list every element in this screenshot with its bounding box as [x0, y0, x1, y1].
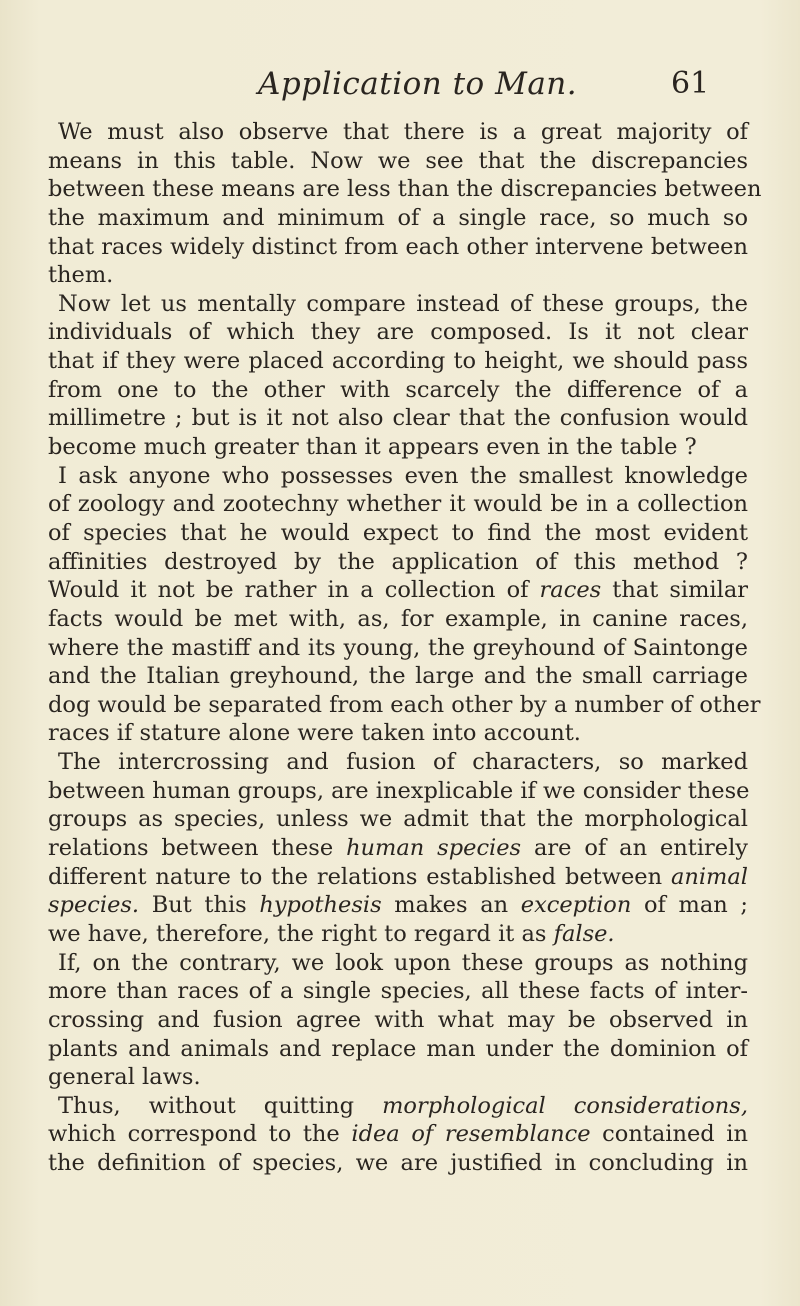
- italic-text: species.: [48, 892, 140, 919]
- text-segment: the maximum and minimum of a single race, so much so: [48, 204, 748, 231]
- italic-text: human species: [346, 835, 522, 862]
- text-segment: more than races of a single species, all these facts of inter-: [48, 978, 748, 1005]
- text-line: [48, 433, 748, 462]
- text-segment: dog would be separated from each other by a number of other: [48, 691, 761, 718]
- text-line: [48, 147, 748, 176]
- text-segment: we have, therefore, the right to regard it as: [48, 920, 554, 947]
- italic-text: races: [539, 577, 602, 604]
- text-segment: that races widely distinct from each other intervene between: [48, 233, 748, 260]
- text-line: [48, 118, 748, 147]
- text-line: [48, 1092, 748, 1121]
- text-segment: contained in: [590, 1121, 748, 1148]
- running-head: [0, 66, 800, 106]
- text-segment: Would it not be rather in a collection of: [48, 577, 540, 604]
- text-line: [48, 1035, 748, 1064]
- text-line: [48, 1006, 748, 1035]
- text-segment: I ask anyone who possesses even the smallest knowledge: [58, 462, 748, 489]
- text-segment: are of an entirely: [521, 835, 748, 862]
- text-line: [48, 376, 748, 405]
- text-line: [48, 691, 761, 720]
- text-line: [48, 347, 748, 376]
- text-line: [48, 519, 748, 548]
- text-segment: general laws.: [48, 1064, 201, 1091]
- text-segment: makes an: [381, 892, 521, 919]
- text-line: [48, 462, 748, 491]
- text-segment: means in this table. Now we see that the discrepancies: [48, 147, 748, 174]
- text-segment: of species that he would expect to find the most evident: [48, 519, 748, 546]
- text-segment: crossing and fusion agree with what may be observed in: [48, 1006, 748, 1033]
- text-segment: races if stature alone were taken into account.: [48, 720, 581, 747]
- text-segment: affinities destroyed by the application of this method ?: [48, 548, 748, 575]
- text-segment: where the mastiff and its young, the greyhound of Saintonge: [48, 634, 748, 661]
- text-segment: between these means are less than the discrepancies between: [48, 176, 762, 203]
- text-segment: Now let us mentally compare instead of these groups, the: [58, 290, 748, 317]
- text-line: [48, 175, 762, 204]
- text-segment: facts would be met with, as, for example, in canine races,: [48, 605, 748, 632]
- text-segment: But this: [139, 892, 260, 919]
- text-segment: The intercrossing and fusion of characters, so marked: [58, 749, 748, 776]
- text-line: [48, 662, 748, 691]
- text-line: [48, 748, 748, 777]
- text-segment: Thus, without quitting: [58, 1092, 383, 1119]
- italic-text: exception: [520, 892, 632, 919]
- text-line: [48, 290, 748, 319]
- text-line: [48, 548, 748, 577]
- text-segment: If, on the contrary, we look upon these groups as nothing: [58, 949, 748, 976]
- text-segment: groups as species, unless we admit that the morphological: [48, 806, 748, 833]
- text-line: [48, 805, 748, 834]
- text-line: [48, 1120, 748, 1149]
- text-segment: that similar: [601, 577, 748, 604]
- text-segment: of man ;: [631, 892, 748, 919]
- text-segment: different nature to the relations established between: [48, 863, 671, 890]
- text-segment: become much greater than it appears even in the table ?: [48, 434, 697, 461]
- text-segment: them.: [48, 262, 114, 289]
- text-line: [48, 318, 748, 347]
- text-line: [48, 777, 748, 806]
- text-line: [48, 1149, 748, 1178]
- text-line: [48, 576, 748, 605]
- text-line: [48, 977, 748, 1006]
- text-segment: relations between these: [48, 835, 347, 862]
- text-line: [48, 1063, 748, 1092]
- text-line: [48, 949, 748, 978]
- page-number: 61: [671, 66, 710, 101]
- text-line: [48, 891, 748, 920]
- text-segment: which correspond to the: [48, 1121, 352, 1148]
- text-line: [48, 634, 748, 663]
- text-segment: of zoology and zootechny whether it would be in a collection: [48, 491, 748, 518]
- text-line: [48, 863, 748, 892]
- text-line: [48, 490, 748, 519]
- text-line: [48, 233, 748, 262]
- text-line: [48, 834, 748, 863]
- body-text: [48, 118, 762, 1178]
- text-line: [48, 404, 748, 433]
- italic-text: hypothesis: [259, 892, 382, 919]
- text-line: [48, 204, 748, 233]
- text-line: [48, 719, 748, 748]
- text-line: [48, 920, 748, 949]
- italic-text: animal: [670, 863, 748, 890]
- text-segment: between human groups, are inexplicable if we consider these: [48, 777, 750, 804]
- text-segment: We must also observe that there is a great majority of: [58, 119, 748, 145]
- running-title: Application to Man.: [258, 66, 578, 102]
- text-segment: the definition of species, we are justified in concluding in: [48, 1150, 748, 1177]
- text-segment: individuals of which they are composed. Is it not clear: [48, 319, 748, 346]
- italic-text: false.: [553, 920, 615, 947]
- text-segment: plants and animals and replace man under the dominion of: [48, 1035, 748, 1062]
- text-line: [48, 261, 748, 290]
- text-segment: that if they were placed according to height, we should pass: [48, 348, 748, 375]
- text-segment: and the Italian greyhound, the large and the small carriage: [48, 663, 748, 690]
- text-segment: from one to the other with scarcely the difference of a: [48, 376, 748, 403]
- italic-text: idea of resemblance: [351, 1121, 591, 1148]
- text-segment: millimetre ; but is it not also clear that the confusion would: [48, 405, 748, 432]
- italic-text: morphological considerations,: [382, 1092, 748, 1119]
- text-line: [48, 605, 748, 634]
